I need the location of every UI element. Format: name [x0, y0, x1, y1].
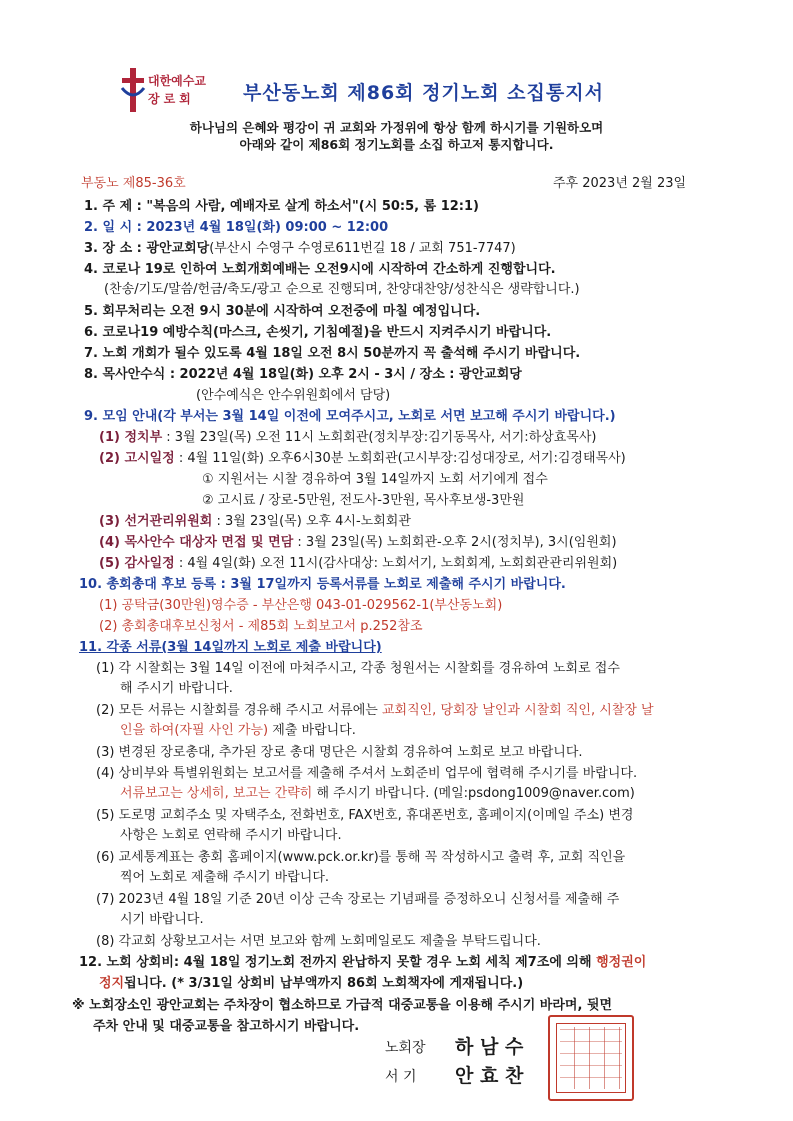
doc-note-4b-text: 해 주시기 바랍니다. (메일:psdong1009@naver.com) [312, 786, 635, 801]
item-place-label: 3. 장 소 : 광안교회당 [84, 241, 210, 256]
doc-note-3: (3) 변경된 장로총대, 추가된 장로 총대 명단은 시찰회 경유하여 노회로 보고 바랍니다. [96, 745, 583, 760]
doc-note-2a-text: (2) 모든 서류는 시찰회를 경유해 주시고 서류에는 [96, 703, 382, 718]
meeting-politics-label: (1) 정치부 [99, 430, 163, 445]
doc-note-4a: (4) 상비부와 특별위원회는 보고서를 제출해 주셔서 노회준비 업무에 협력해 주시기를 바랍니다. [96, 766, 638, 781]
parking-note-2: 주차 안내 및 대중교통을 참고하시기 바랍니다. [93, 1019, 360, 1034]
item-dues-cont-text: 됩니다. (* 3/31일 상회비 납부액까지 86회 노회책자에 게재됩니다.) [124, 976, 524, 991]
doc-note-6b: 찍어 노회로 제출해 주시기 바랍니다. [120, 870, 330, 885]
item-meetings: 9. 모임 안내(각 부서는 3월 14일 이전에 모여주시고, 노회로 서면 보고해 주시기 바랍니다.) [84, 409, 616, 424]
item-datetime: 2. 일 시 : 2023년 4월 18일(화) 09:00 ~ 12:00 [84, 220, 389, 235]
parking-note-1: ※ 노회장소인 광안교회는 주차장이 협소하므로 가급적 대중교통을 이용해 주시기 바라며, 뒷면 [72, 998, 613, 1013]
item-ordination: 8. 목사안수식 : 2022년 4월 18일(화) 오후 2시 - 3시 / 장소 : 광안교회당 [84, 367, 522, 382]
item-place-address: (부산시 수영구 수영로611번길 18 / 교회 751-7747) [209, 241, 516, 256]
meeting-audit-detail: : 4월 4일(화) 오전 11시(감사대상: 노회서기, 노회회계, 노회회관관리위원회) [174, 556, 618, 571]
meeting-interview-label: (4) 목사안수 대상자 면접 및 면담 [99, 535, 294, 550]
item-attendance: 7. 노회 개회가 될수 있도록 4월 18일 오전 8시 50분까지 꼭 출석해 주시기 바랍니다. [84, 346, 581, 361]
doc-note-2b-highlight: 인을 하여(자필 사인 가능) [120, 723, 269, 738]
moderator-name: 하 남 수 [455, 1036, 524, 1058]
doc-note-1b: 해 주시기 바랍니다. [120, 681, 233, 696]
item-theme: 1. 주 제 : "복음의 사람, 예배자로 살게 하소서"(시 50:5, 롬 12:1) [84, 199, 479, 214]
doc-note-4b-highlight: 서류보고는 상세히, 보고는 간략히 [120, 786, 313, 801]
doc-note-2b-text: 제출 바랍니다. [268, 723, 356, 738]
cross-emblem-icon [120, 68, 146, 112]
item-documents: 11. 각종 서류(3월 14일까지 노회로 제출 바랍니다) [79, 640, 382, 655]
meeting-election-label: (3) 선거관리위원회 [99, 514, 213, 529]
doc-note-2a [96, 699, 654, 718]
greeting-line-2: 아래와 같이 제86회 정기노회를 소집 하고저 통지합니다. [239, 137, 554, 152]
item-delegate-registration: 10. 총회총대 후보 등록 : 3월 17일까지 등록서류를 노회로 제출해 주시기 바랍니다. [79, 577, 566, 592]
doc-note-2a-highlight: 교회직인, 당회장 날인과 시찰회 직인, 시찰장 날 [381, 703, 654, 718]
item-ordination-note: (안수예식은 안수위원회에서 담당) [196, 388, 391, 403]
greeting-line-1: 하나님의 은혜와 평강이 귀 교회와 가정위에 항상 함께 하시기를 기원하오며 [189, 120, 604, 135]
item-dues-cont-highlight: 정지 [99, 976, 125, 991]
meeting-exam-detail: : 4월 11일(화) 오후6시30분 노회회관(고시부장:김성대장로, 서기:김경태목사) [174, 451, 626, 466]
moderator-title: 노회장 [385, 1040, 426, 1056]
item-worship: 4. 코로나 19로 인하여 노회개회예배는 오전9시에 시작하여 간소하게 진행합니다. [84, 262, 556, 277]
delegate-application: (2) 총회총대후보신청서 - 제85회 노회보고서 p.252참조 [99, 619, 423, 634]
meeting-exam-note-2: ② 고시료 / 장로-5만원, 전도사-3만원, 목사후보생-3만원 [202, 493, 525, 508]
item-dues-cont [99, 972, 523, 991]
doc-note-7a: (7) 2023년 4월 18일 기준 20년 이상 근속 장로는 기념패를 증정하오니 신청서를 제출해 주 [96, 892, 620, 907]
item-place [84, 237, 516, 256]
document-reference: 부동노 제85-36호 [81, 176, 186, 191]
clerk-name: 안 효 찬 [455, 1065, 524, 1087]
item-dues-text: 12. 노회 상회비: 4월 18일 정기노회 전까지 완납하지 못할 경우 노회 세칙 제7조에 의해 [79, 955, 597, 970]
org-name-line2: 장로회 [148, 92, 195, 106]
meeting-election-detail: : 3월 23일(목) 오후 4시-노회회관 [212, 514, 411, 529]
doc-note-1a: (1) 각 시찰회는 3월 14일 이전에 마쳐주시고, 각종 청원서는 시찰회를 경유하여 노회로 접수 [96, 661, 620, 676]
doc-note-5a: (5) 도로명 교회주소 및 자택주소, 전화번호, FAX번호, 휴대폰번호, 홈페이지(이메일 주소) 변경 [96, 808, 634, 823]
meeting-interview [99, 531, 617, 550]
meeting-audit [99, 552, 617, 571]
item-dues-highlight: 행정권이 [596, 955, 647, 970]
meeting-politics-detail: : 3월 23일(목) 오전 11시 노회회관(정치부장:김기동목사, 서기:하상효목사) [162, 430, 597, 445]
meeting-exam-note-1: ① 지원서는 시찰 경유하여 3월 14일까지 노회 서기에게 접수 [202, 472, 548, 487]
meeting-exam-label: (2) 고시일정 [99, 451, 175, 466]
document-date: 주후 2023년 2월 23일 [553, 176, 687, 191]
item-business: 5. 회무처리는 오전 9시 30분에 시작하여 오전중에 마칠 예정입니다. [84, 304, 481, 319]
meeting-election [99, 510, 411, 529]
page-title: 부산동노회 제86회 정기노회 소집통지서 [243, 82, 604, 104]
org-name-line1: 대한예수교 [148, 74, 206, 88]
doc-note-8: (8) 각교회 상황보고서는 서면 보고와 함께 노회메일로도 제출을 부탁드립니다. [96, 934, 541, 949]
meeting-exam [99, 447, 626, 466]
item-worship-order: (찬송/기도/말씀/헌금/축도/광고 순으로 진행되며, 찬양대찬양/성찬식은 생략합니다.) [104, 282, 580, 297]
meeting-politics [99, 426, 597, 445]
doc-note-7b: 시기 바랍니다. [120, 912, 204, 927]
doc-note-4b [120, 782, 635, 801]
doc-note-5b: 사항은 노회로 연락해 주시기 바랍니다. [120, 828, 342, 843]
item-dues [79, 951, 646, 970]
org-logo [120, 66, 240, 116]
meeting-interview-detail: : 3월 23일(목) 노회회관-오후 2시(정치부), 3시(임원회) [293, 535, 617, 550]
doc-note-6a: (6) 교세통계표는 총회 홈페이지(www.pck.or.kr)를 통해 꼭 작성하시고 출력 후, 교회 직인을 [96, 850, 626, 865]
official-seal [548, 1015, 634, 1101]
item-covid-rules: 6. 코로나19 예방수칙(마스크, 손씻기, 기침예절)을 반드시 지켜주시기 바랍니다. [84, 325, 552, 340]
clerk-title: 서 기 [385, 1069, 417, 1085]
delegate-deposit: (1) 공탁금(30만원)영수증 - 부산은행 043-01-029562-1(부산동노회) [99, 598, 503, 613]
meeting-audit-label: (5) 감사일정 [99, 556, 175, 571]
doc-note-2b [120, 719, 356, 738]
